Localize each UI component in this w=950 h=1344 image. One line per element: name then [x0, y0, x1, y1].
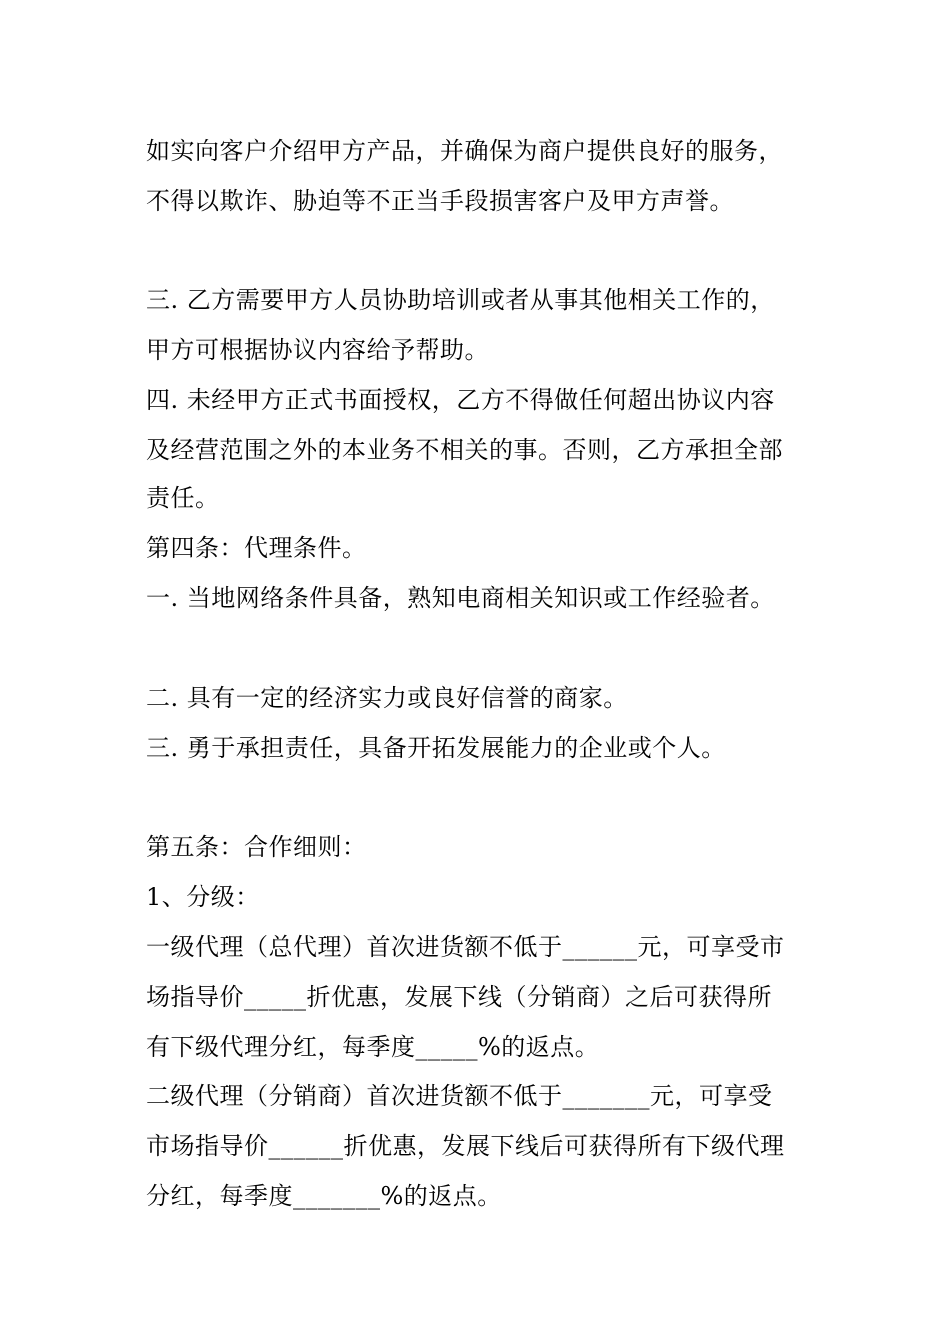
- subsection-heading: 1、分级：: [146, 883, 260, 911]
- paragraph-line: 场指导价_____折优惠，发展下线（分销商）之后可获得所: [146, 983, 772, 1011]
- paragraph-line: 甲方可根据协议内容给予帮助。: [146, 336, 489, 364]
- paragraph-line: 分红，每季度_______%的返点。: [146, 1182, 502, 1210]
- paragraph-line: 有下级代理分红，每季度_____%的返点。: [146, 1033, 600, 1061]
- paragraph-line: 不得以欺诈、胁迫等不正当手段损害客户及甲方声誉。: [146, 187, 734, 215]
- clause-line: 四. 未经甲方正式书面授权，乙方不得做任何超出协议内容: [146, 386, 775, 414]
- article-heading: 第五条：合作细则：: [146, 833, 367, 861]
- paragraph-line: 市场指导价______折优惠，发展下线后可获得所有下级代理: [146, 1132, 785, 1160]
- paragraph-line: 及经营范围之外的本业务不相关的事。否则，乙方承担全部: [146, 436, 783, 464]
- article-heading: 第四条：代理条件。: [146, 534, 367, 562]
- clause-line: 一. 当地网络条件具备，熟知电商相关知识或工作经验者。: [146, 584, 775, 612]
- paragraph-line: 一级代理（总代理）首次进货额不低于______元，可享受市: [146, 933, 785, 961]
- clause-line: 三. 勇于承担责任，具备开拓发展能力的企业或个人。: [146, 734, 726, 762]
- paragraph-line: 责任。: [146, 484, 220, 512]
- clause-line: 二. 具有一定的经济实力或良好信誉的商家。: [146, 684, 628, 712]
- clause-line: 三. 乙方需要甲方人员协助培训或者从事其他相关工作的，: [146, 286, 775, 314]
- paragraph-line: 二级代理（分销商）首次进货额不低于_______元，可享受: [146, 1082, 773, 1110]
- paragraph-line: 如实向客户介绍甲方产品，并确保为商户提供良好的服务，: [146, 137, 783, 165]
